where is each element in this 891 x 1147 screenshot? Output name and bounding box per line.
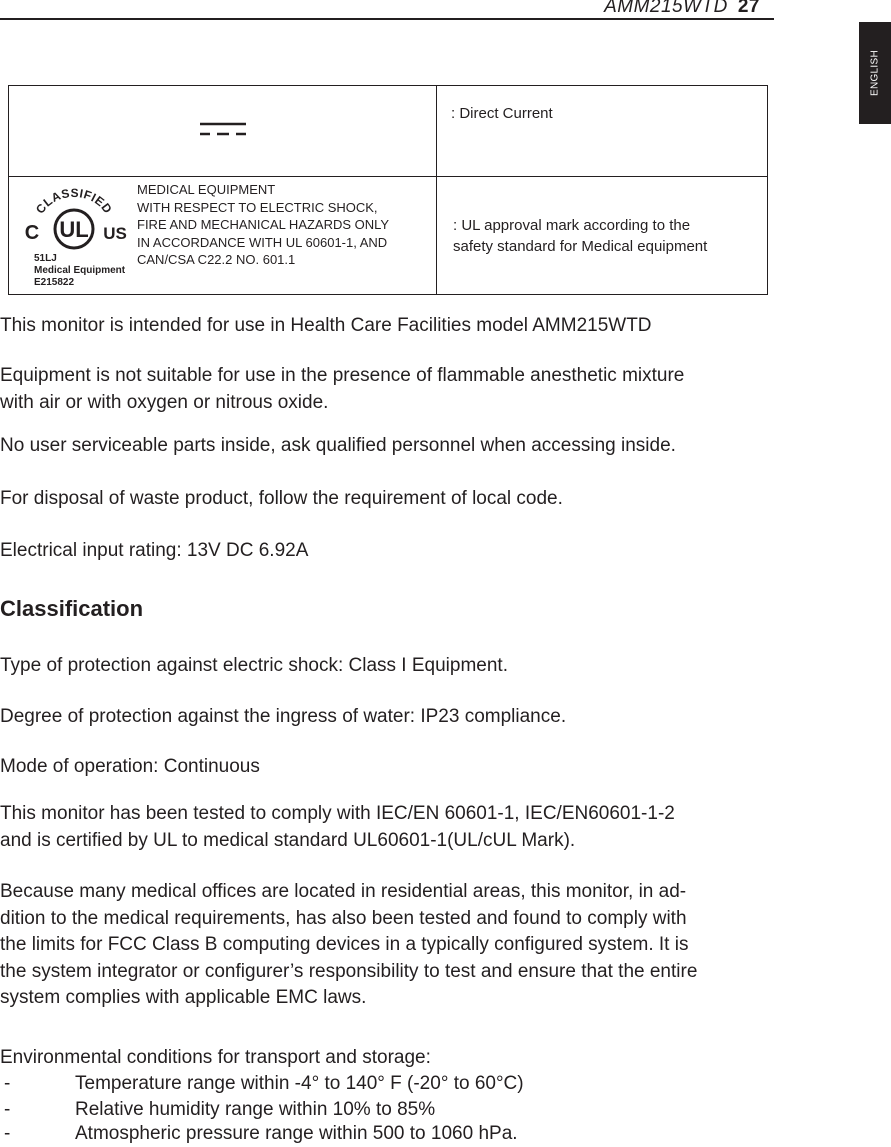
operation-mode-paragraph: Mode of operation: Continuous — [0, 756, 260, 777]
emc-line: dition to the medical requirements, has also been tested and found to comply with — [0, 907, 687, 929]
language-tab — [859, 22, 891, 124]
intended-use-paragraph: This monitor is intended for use in Health Care Facilities model AMM215WTD — [0, 315, 652, 336]
emc-line: the limits for FCC Class B computing devices in a typically configured system. It is — [0, 934, 689, 955]
environment-item-text: Relative humidity range within 10% to 85% — [75, 1099, 436, 1120]
water-protection-paragraph: Degree of protection against the ingress of water: IP23 compliance. — [0, 706, 567, 727]
ul-logo-center-text: UL — [59, 217, 89, 242]
ul-code-line: 51LJ — [34, 253, 57, 264]
header-rule — [0, 18, 774, 20]
ul-row — [9, 177, 768, 295]
medical-line: FIRE AND MECHANICAL HAZARDS ONLY — [137, 217, 390, 232]
classification-heading: Classification — [0, 596, 144, 621]
ul-code-line: Medical Equipment — [34, 265, 126, 276]
ul-mark-cell — [9, 177, 437, 295]
model-name: AMM215WTD — [604, 0, 728, 17]
ul-classified-logo-icon — [21, 183, 127, 255]
direct-current-icon — [198, 119, 248, 139]
emc-line: the system integrator or configurer’s responsibility to test and ensure that the entire — [0, 960, 698, 982]
flammable-warning-paragraph — [0, 363, 780, 416]
ul-description — [437, 177, 768, 295]
ul-description-line: : UL approval mark according to the — [453, 216, 691, 234]
environment-intro: Environmental conditions for transport and storage: — [0, 1047, 431, 1068]
flammable-warning-line: with air or with oxygen or nitrous oxide. — [0, 391, 329, 413]
medical-line: IN ACCORDANCE WITH UL 60601-1, AND — [137, 234, 388, 250]
emc-line: Because many medical offices are located in residential areas, this monitor, in ad- — [0, 881, 687, 902]
shock-protection-paragraph: Type of protection against electric shock: Class I Equipment. — [0, 655, 508, 676]
emc-paragraph — [0, 879, 780, 1012]
list-dash: - — [4, 1123, 11, 1144]
emc-line: system complies with applicable EMC laws. — [0, 987, 367, 1008]
compliance-line: This monitor has been tested to comply with IEC/EN 60601-1, IEC/EN60601-1-2 — [0, 803, 675, 824]
page-header — [560, 0, 760, 18]
dc-description: : Direct Current — [437, 86, 768, 177]
ul-code-line: E215822 — [34, 277, 75, 288]
flammable-warning-line: Equipment is not suitable for use in the presence of flammable anesthetic mixture — [0, 365, 685, 386]
page-number: 27 — [737, 0, 760, 17]
compliance-line: and is certified by UL to medical standard UL60601-1(UL/cUL Mark). — [0, 829, 576, 851]
language-tab-label: ENGLISH — [869, 49, 881, 97]
ul-logo-right-text: US — [103, 224, 127, 243]
medical-equipment-text — [137, 181, 427, 269]
ul-description-line: safety standard for Medical equipment — [453, 237, 708, 255]
environment-item-text: Temperature range within -4° to 140° F (-20° to 60°C) — [75, 1073, 524, 1094]
symbols-table — [8, 85, 768, 295]
environment-item-text: Atmospheric pressure range within 500 to 1060 hPa. — [75, 1123, 518, 1144]
medical-line: CAN/CSA C22.2 NO. 601.1 — [137, 252, 296, 267]
dc-symbol-cell — [9, 86, 437, 177]
input-rating-paragraph: Electrical input rating: 13V DC 6.92A — [0, 540, 309, 561]
ul-logo-top-text: CLASSIFIED — [32, 185, 116, 217]
compliance-paragraph — [0, 801, 780, 854]
medical-line: WITH RESPECT TO ELECTRIC SHOCK, — [137, 199, 378, 215]
list-dash: - — [4, 1099, 11, 1120]
list-dash: - — [4, 1073, 11, 1094]
dc-row — [9, 86, 768, 177]
ul-code-block — [34, 253, 125, 289]
ul-logo-left-text: C — [24, 222, 40, 244]
disposal-paragraph: For disposal of waste product, follow the requirement of local code. — [0, 488, 563, 509]
service-paragraph: No user serviceable parts inside, ask qualified personnel when accessing inside. — [0, 435, 676, 456]
medical-line: MEDICAL EQUIPMENT — [137, 182, 276, 197]
